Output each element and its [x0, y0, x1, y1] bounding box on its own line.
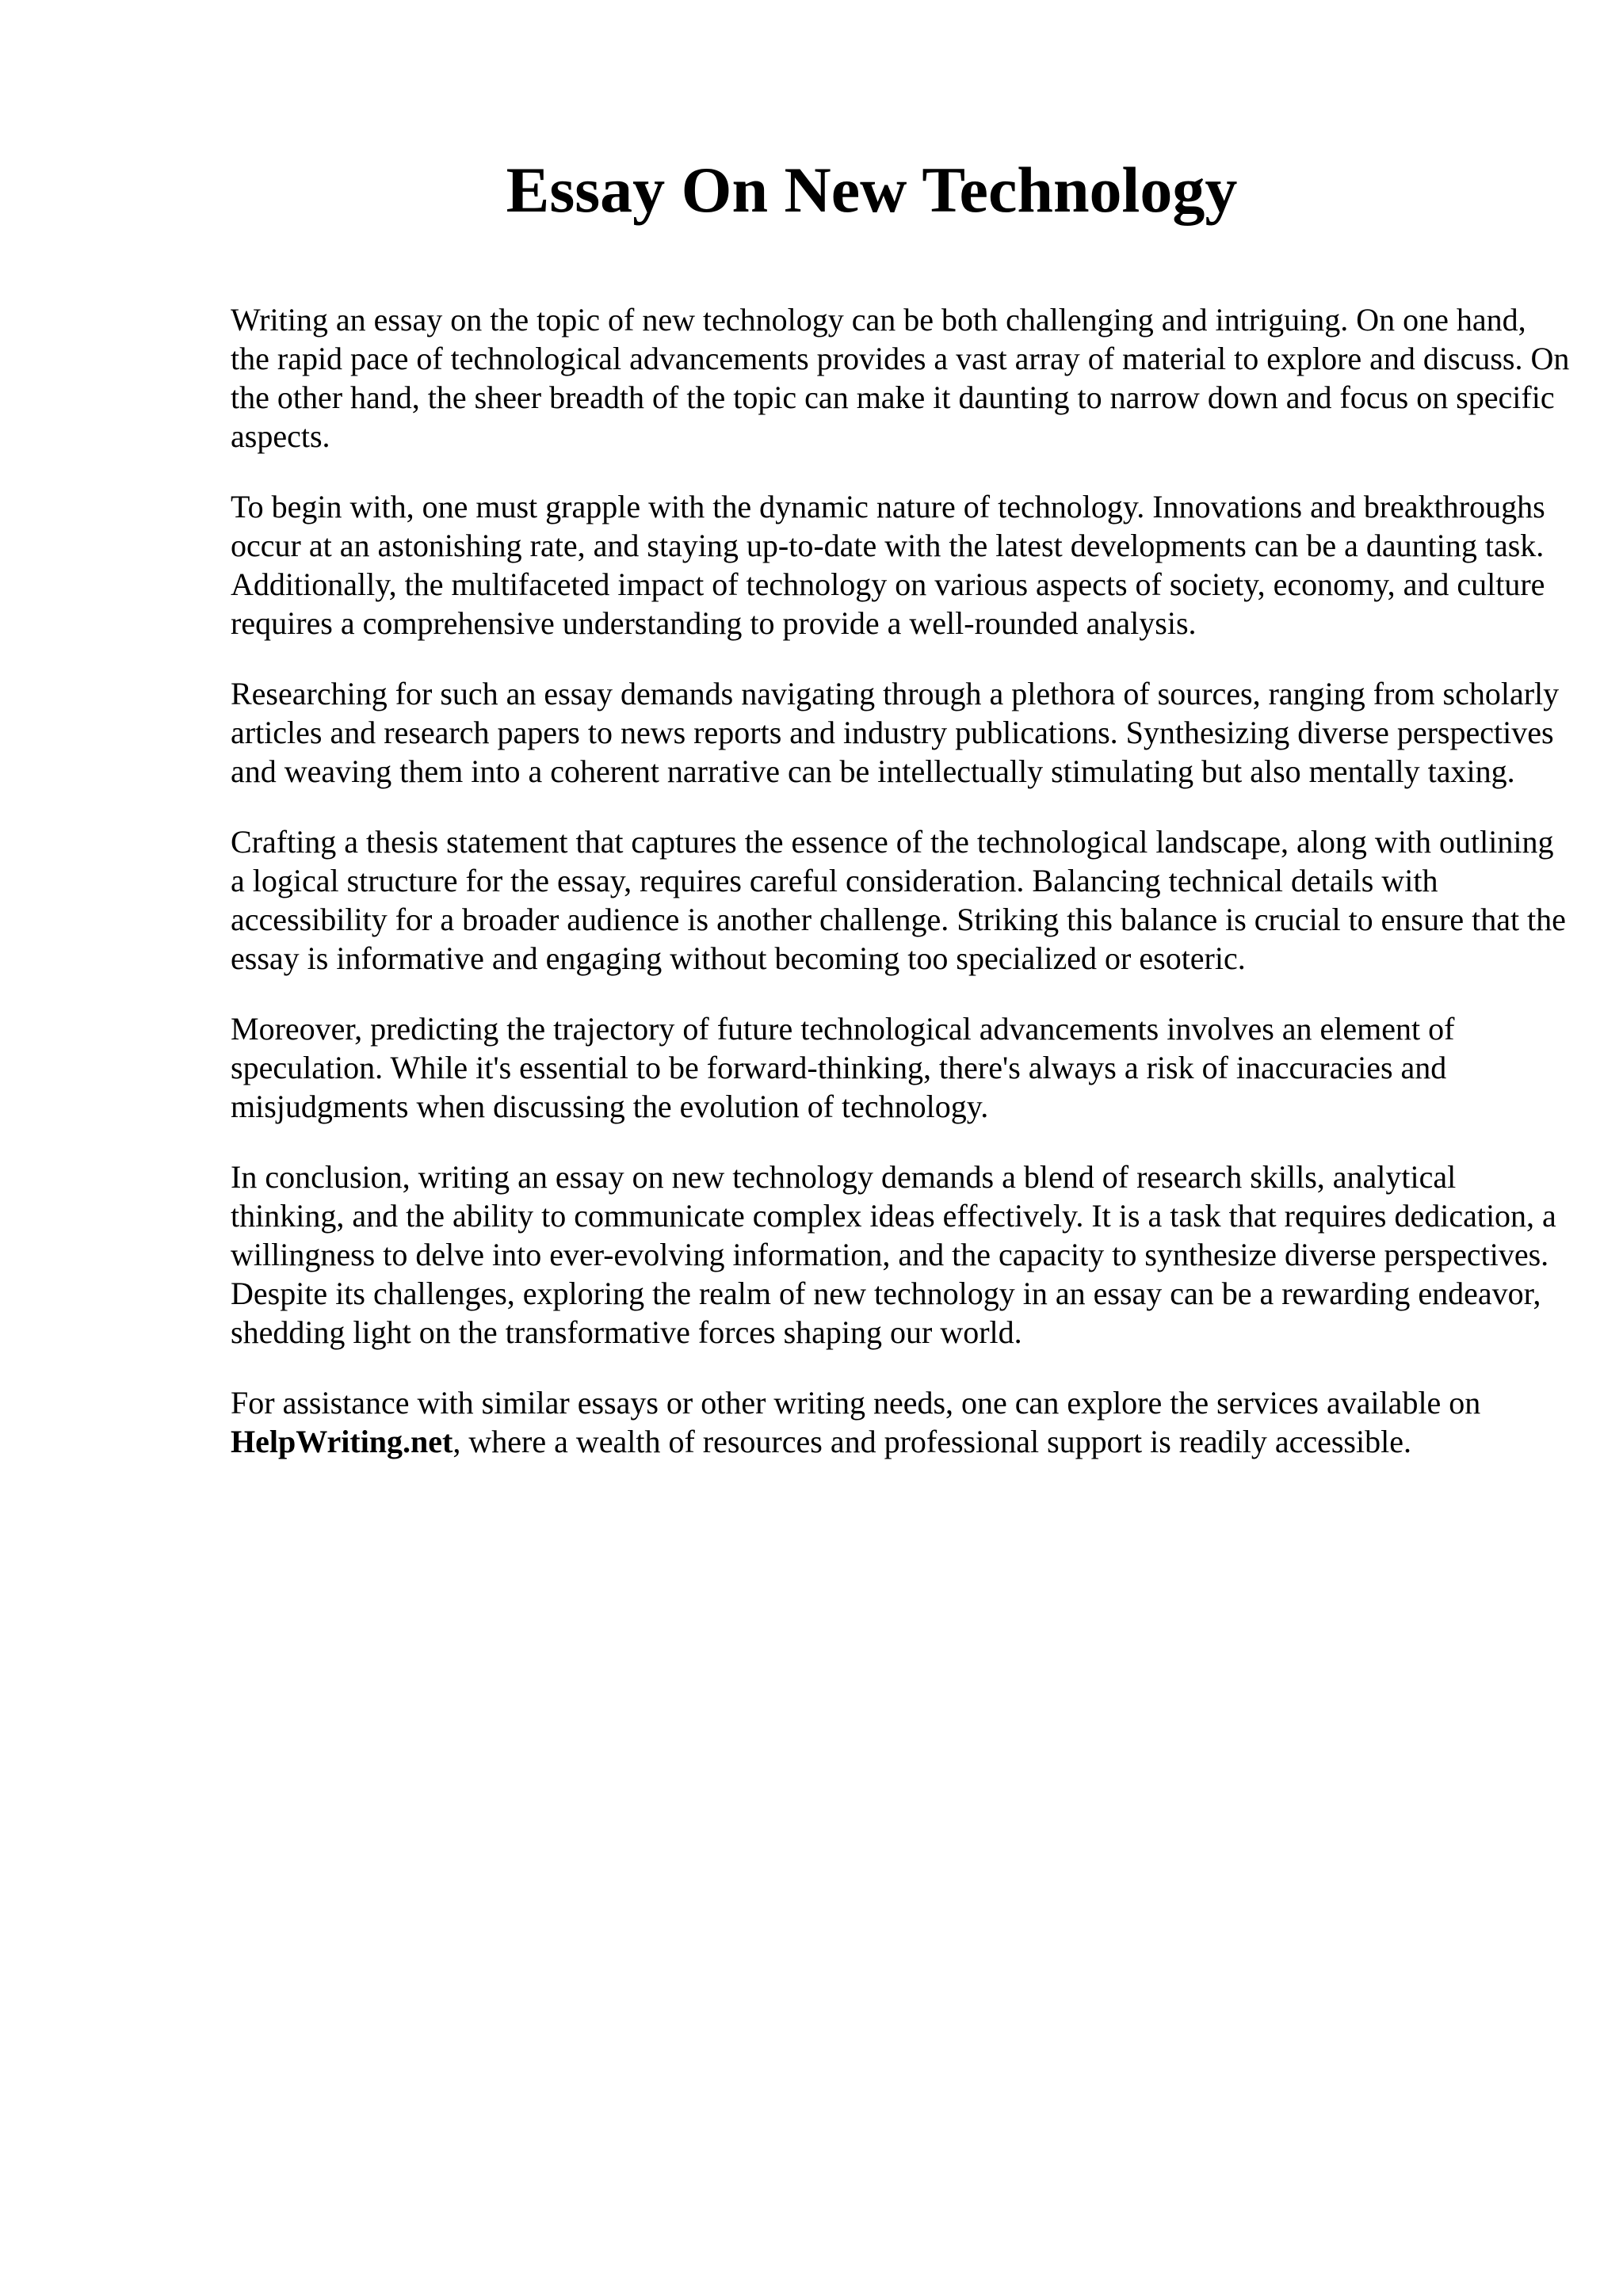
paragraph-4: Crafting a thesis statement that captures the essence of the technological landscape, along with outlining a logical structure for the essay, requires careful consideration. Balancing technical details with accessibility for a broader audience is another challenge. Striking this balance is crucial to ensure that the essay is informative and engaging without becoming too specialized or esoteric. — [231, 824, 1566, 976]
paragraph-3: Researching for such an essay demands navigating through a plethora of sources, ranging from scholarly articles and research papers to news reports and industry publications. Synthesizing diverse perspectives and weaving them into a coherent narrative can be intellectually stimulating but also mentally taxing. — [231, 676, 1560, 789]
page-title: Essay On New Technology — [506, 154, 1238, 226]
paragraph-6: In conclusion, writing an essay on new technology demands a blend of research skills, analytical thinking, and the ability to communicate complex ideas effectively. It is a task that requires dedication, a willingness to delve into ever-evolving information, and the capacity to synthesize diverse perspectives. Despite its challenges, exploring the realm of new technology in an essay can be a rewarding endeavor, shedding light on the transformative forces shaping our world. — [231, 1159, 1556, 1350]
essay-body — [231, 300, 1570, 1493]
closing-text-end: , where a wealth of resources and professional support is readily accessible. — [453, 1424, 1411, 1459]
paragraph-5: Moreover, predicting the trajectory of future technological advancements involves an element of speculation. While it's essential to be forward-thinking, there's always a risk of inaccuracies and misjudgments when discussing the evolution of technology. — [231, 1011, 1455, 1124]
paragraph-2: To begin with, one must grapple with the dynamic nature of technology. Innovations and breakthroughs occur at an astonishing rate, and staying up-to-date with the latest developments can be a daunting task. Additionally, the multifaceted impact of technology on various aspects of society, economy, and culture requires a comprehensive understanding to provide a well-rounded analysis. — [231, 489, 1545, 641]
helpwriting-brand: HelpWriting.net — [231, 1424, 453, 1459]
closing-paragraph — [231, 1383, 1570, 1461]
paragraph-1: Writing an essay on the topic of new technology can be both challenging and intriguing. On one hand, the rapid pace of technological advancements provides a vast array of material to explore and discuss. On the other hand, the sheer breadth of the topic can make it daunting to narrow down and focus on specific aspects. — [231, 302, 1570, 454]
closing-text-start: For assistance with similar essays or other writing needs, one can explore the services available on — [231, 1385, 1481, 1421]
